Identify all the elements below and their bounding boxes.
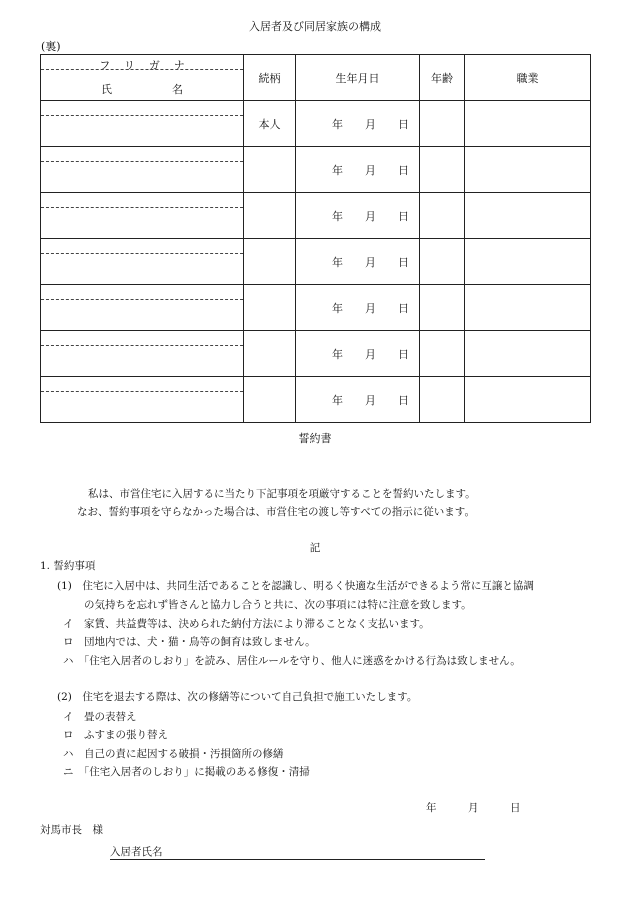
name-label-header: 氏名: [101, 83, 243, 96]
signer-underline[interactable]: [110, 859, 485, 860]
signer-label: 入居者氏名: [110, 846, 163, 858]
item2-line1: (2) 住宅を退去する際は、次の修繕等について自己負担で施工いたします。: [57, 691, 418, 703]
item1-line1: (1) 住宅に入居中は、共同生活であることを認識し、明るく快適な生活ができるよう常に互譲と協調: [57, 580, 534, 592]
birth-date-cell[interactable]: 年 月 日: [296, 285, 420, 331]
relation-cell[interactable]: [244, 193, 296, 239]
job-cell[interactable]: [465, 285, 591, 331]
birth-date-cell[interactable]: 年 月 日: [296, 147, 420, 193]
table-header-row: [41, 55, 591, 101]
birth-date-cell[interactable]: 年 月 日: [296, 331, 420, 377]
relation-cell[interactable]: [244, 377, 296, 423]
oath-intro-2: なお、誓約事項を守らなかった場合は、市営住宅の渡し等すべての指示に従います。: [77, 506, 475, 518]
name-cell[interactable]: [41, 377, 244, 423]
job-cell[interactable]: [465, 331, 591, 377]
signing-date: 年 月 日: [426, 802, 521, 814]
name-cell[interactable]: [41, 147, 244, 193]
birth-header: 生年月日: [296, 55, 420, 101]
job-cell[interactable]: [465, 377, 591, 423]
job-cell[interactable]: [465, 239, 591, 285]
job-cell[interactable]: [465, 101, 591, 147]
age-header: 年齢: [420, 55, 465, 101]
ki-label: 記: [309, 542, 321, 554]
name-cell[interactable]: [41, 331, 244, 377]
birth-date-cell[interactable]: 年 月 日: [296, 239, 420, 285]
table-row: [41, 101, 591, 147]
relation-cell[interactable]: 本人: [244, 101, 296, 147]
item2-sub-ro: ロ ふすまの張り替え: [63, 729, 168, 741]
relation-cell[interactable]: [244, 147, 296, 193]
item2-sub-ni: ニ 「住宅入居者のしおり」に掲載のある修復・清掃: [63, 766, 310, 778]
age-cell[interactable]: [420, 147, 465, 193]
table-row: [41, 239, 591, 285]
item2-sub-ha: ハ 自己の責に起因する破損・汚損箇所の修繕: [63, 748, 284, 760]
job-header: 職業: [465, 55, 591, 101]
age-cell[interactable]: [420, 101, 465, 147]
name-cell[interactable]: [41, 193, 244, 239]
job-cell[interactable]: [465, 147, 591, 193]
table-row: [41, 147, 591, 193]
furigana-header: フリガナ: [99, 59, 199, 72]
section-title: 1. 誓約事項: [40, 560, 96, 572]
oath-intro-1: 私は、市営住宅に入居するに当たり下記事項を項厳守することを誓約いたします。: [88, 488, 476, 500]
addressee: 対馬市長 様: [40, 824, 103, 836]
age-cell[interactable]: [420, 193, 465, 239]
item2-sub-i: イ 畳の表替え: [63, 711, 137, 723]
birth-date-cell[interactable]: 年 月 日: [296, 377, 420, 423]
age-cell[interactable]: [420, 239, 465, 285]
name-cell[interactable]: [41, 239, 244, 285]
relation-header: 続柄: [244, 55, 296, 101]
oath-title: 誓約書: [298, 432, 332, 445]
relation-cell[interactable]: [244, 285, 296, 331]
item1-sub-ro: ロ 団地内では、犬・猫・鳥等の飼育は致しません。: [63, 636, 316, 648]
relation-cell[interactable]: [244, 331, 296, 377]
form-title: 入居者及び同居家族の構成: [249, 20, 381, 33]
job-cell[interactable]: [465, 193, 591, 239]
age-cell[interactable]: [420, 285, 465, 331]
item1-sub-ha: ハ 「住宅入居者のしおり」を読み、居住ルールを守り、他人に迷惑をかける行為は致しません。: [63, 655, 521, 667]
table-row: [41, 377, 591, 423]
family-table: [40, 54, 591, 423]
item1-line2: の気持ちを忘れず皆さんと協力し合うと共に、次の事項には特に注意を致します。: [84, 599, 472, 611]
name-cell[interactable]: [41, 285, 244, 331]
table-row: [41, 193, 591, 239]
birth-date-cell[interactable]: 年 月 日: [296, 193, 420, 239]
age-cell[interactable]: [420, 377, 465, 423]
relation-cell[interactable]: [244, 239, 296, 285]
name-header: [41, 55, 244, 101]
table-row: [41, 285, 591, 331]
item1-sub-i: イ 家賃、共益費等は、決められた納付方法により滞ることなく支払います。: [63, 618, 430, 630]
birth-date-cell[interactable]: 年 月 日: [296, 101, 420, 147]
name-cell[interactable]: [41, 101, 244, 147]
table-row: [41, 331, 591, 377]
age-cell[interactable]: [420, 331, 465, 377]
back-side-label: (裏): [41, 40, 61, 53]
